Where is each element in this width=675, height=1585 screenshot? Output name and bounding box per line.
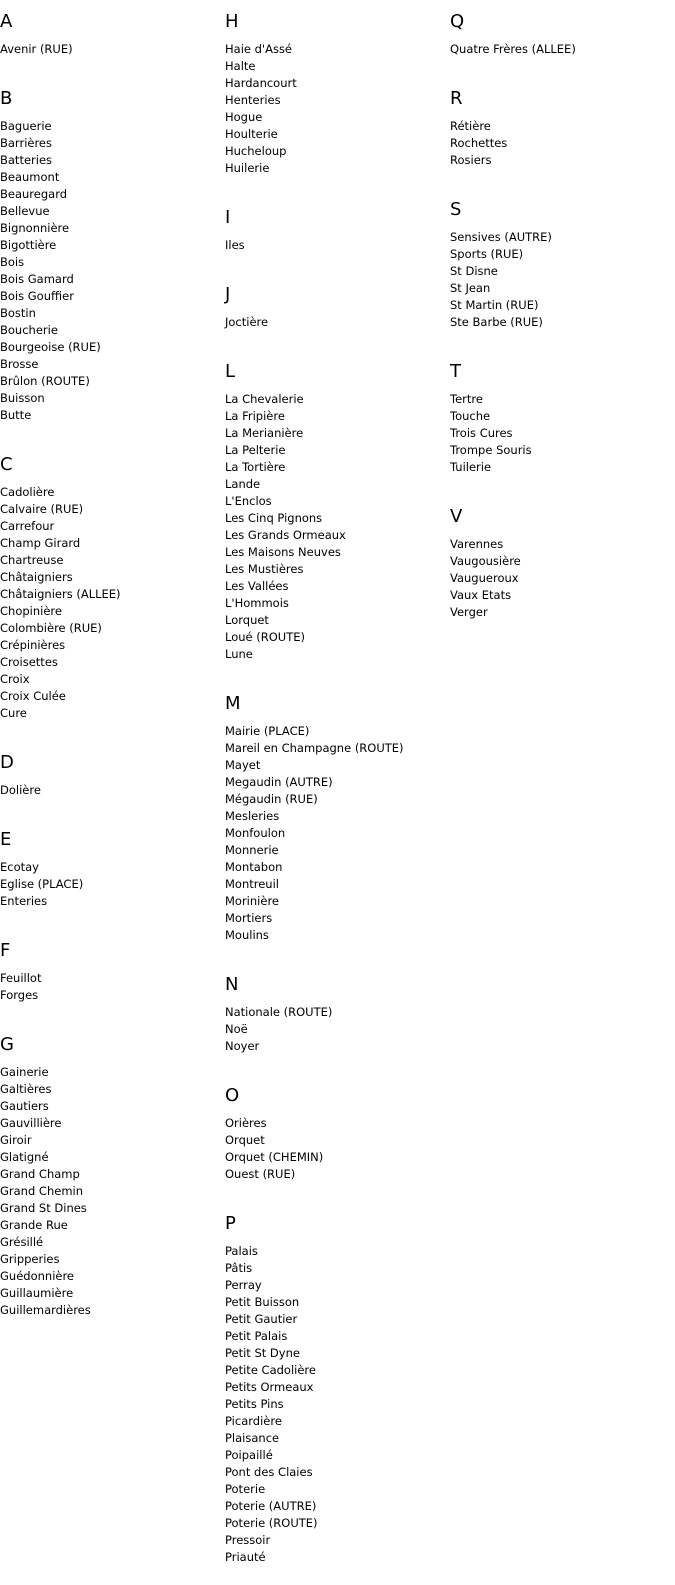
letter-heading: V xyxy=(450,506,463,527)
street-link[interactable]: Hucheloup xyxy=(225,144,287,158)
letter-section-q xyxy=(450,0,670,58)
street-link[interactable]: Les Cinq Pignons xyxy=(225,511,323,525)
street-link[interactable]: Perray xyxy=(225,1278,262,1292)
street-link[interactable]: Tuilerie xyxy=(450,460,492,474)
letter-heading: Q xyxy=(450,11,465,32)
street-link[interactable]: Houlterie xyxy=(225,127,278,141)
street-link[interactable]: Colombière (RUE) xyxy=(0,621,102,635)
street-list xyxy=(225,41,445,177)
street-link[interactable]: Rosiers xyxy=(450,153,492,167)
street-link[interactable]: Orquet xyxy=(225,1133,265,1147)
street-link[interactable]: Les Grands Ormeaux xyxy=(225,528,346,542)
letter-heading: F xyxy=(0,940,11,961)
street-link[interactable]: Butte xyxy=(0,408,32,422)
street-link[interactable]: Rochettes xyxy=(450,136,508,150)
street-link[interactable]: Gripperies xyxy=(0,1252,60,1266)
street-link[interactable]: Mégaudin (RUE) xyxy=(225,792,318,806)
street-link[interactable]: Lune xyxy=(225,647,253,661)
street-link[interactable]: Ste Barbe (RUE) xyxy=(450,315,543,329)
letter-heading: G xyxy=(0,1034,14,1055)
street-link[interactable]: Calvaire (RUE) xyxy=(0,502,84,516)
street-link[interactable]: Hogue xyxy=(225,110,263,124)
street-link[interactable]: Beaumont xyxy=(0,170,60,184)
street-link[interactable]: Brûlon (ROUTE) xyxy=(0,374,90,388)
street-link[interactable]: St Martin (RUE) xyxy=(450,298,539,312)
street-link[interactable]: Mareil en Champagne (ROUTE) xyxy=(225,741,404,755)
street-link[interactable]: Trois Cures xyxy=(450,426,513,440)
street-link[interactable]: Bois Gamard xyxy=(0,272,74,286)
street-link[interactable]: Mesleries xyxy=(225,809,280,823)
street-list xyxy=(0,1064,220,1319)
street-link[interactable]: Montabon xyxy=(225,860,283,874)
street-link[interactable]: Guillemardières xyxy=(0,1303,91,1317)
street-link[interactable]: Champ Girard xyxy=(0,536,81,550)
letter-section-p xyxy=(225,1202,445,1566)
street-link[interactable]: Megaudin (AUTRE) xyxy=(225,775,333,789)
street-link[interactable]: Palais xyxy=(225,1244,258,1258)
street-link[interactable]: Grand Champ xyxy=(0,1167,80,1181)
street-link[interactable]: Joctière xyxy=(225,315,269,329)
letter-heading: E xyxy=(0,829,12,850)
street-link[interactable]: Eglise (PLACE) xyxy=(0,877,84,891)
street-index-column-3 xyxy=(450,0,670,640)
street-link[interactable]: Buisson xyxy=(0,391,45,405)
letter-heading: H xyxy=(225,11,239,32)
street-list xyxy=(0,118,220,424)
street-link[interactable]: La Tortière xyxy=(225,460,286,474)
street-link[interactable]: Pressoir xyxy=(225,1533,271,1547)
street-list xyxy=(450,536,670,621)
street-link[interactable]: Gauvillière xyxy=(0,1116,62,1130)
street-link[interactable]: Bois Gouffier xyxy=(0,289,74,303)
street-link[interactable]: Mairie (PLACE) xyxy=(225,724,310,738)
street-link[interactable]: Croix xyxy=(0,672,30,686)
street-link[interactable]: Mayet xyxy=(225,758,261,772)
street-link[interactable]: Petit Buisson xyxy=(225,1295,300,1309)
street-link[interactable]: Orquet (CHEMIN) xyxy=(225,1150,324,1164)
letter-section-g xyxy=(0,1023,220,1319)
street-link[interactable]: Petit Palais xyxy=(225,1329,288,1343)
street-link[interactable]: Lorquet xyxy=(225,613,269,627)
street-link[interactable]: Boucherie xyxy=(0,323,58,337)
street-link[interactable]: Monfoulon xyxy=(225,826,286,840)
street-link[interactable]: Vaugousière xyxy=(450,554,521,568)
letter-section-b xyxy=(0,77,220,424)
letter-section-s xyxy=(450,188,670,331)
street-link[interactable]: Châtaigniers (ALLEE) xyxy=(0,587,121,601)
street-link[interactable]: Enteries xyxy=(0,894,48,908)
street-link[interactable]: Nationale (ROUTE) xyxy=(225,1005,333,1019)
street-link[interactable]: Ouest (RUE) xyxy=(225,1167,296,1181)
street-link[interactable]: Avenir (RUE) xyxy=(0,42,73,56)
letter-section-a xyxy=(0,0,220,58)
street-link[interactable]: Brosse xyxy=(0,357,39,371)
street-link[interactable]: Poterie (ROUTE) xyxy=(225,1516,318,1530)
letter-heading: B xyxy=(0,88,13,109)
street-link[interactable]: Forges xyxy=(0,988,39,1002)
street-link[interactable]: Cadolière xyxy=(0,485,55,499)
letter-heading: J xyxy=(225,284,231,305)
street-link[interactable]: Verger xyxy=(450,605,488,619)
street-link[interactable]: Noyer xyxy=(225,1039,260,1053)
street-link[interactable]: Sensives (AUTRE) xyxy=(450,230,552,244)
street-link[interactable]: Touche xyxy=(450,409,491,423)
street-link[interactable]: Plaisance xyxy=(225,1431,280,1445)
street-link[interactable]: Vaux Etats xyxy=(450,588,512,602)
street-link[interactable]: Guillaumière xyxy=(0,1286,74,1300)
street-link[interactable]: Lande xyxy=(225,477,261,491)
street-link[interactable]: Châtaigniers xyxy=(0,570,73,584)
street-link[interactable]: Moulins xyxy=(225,928,269,942)
street-link[interactable]: Bourgeoise (RUE) xyxy=(0,340,101,354)
street-link[interactable]: Noë xyxy=(225,1022,248,1036)
street-list xyxy=(225,314,445,331)
letter-section-m xyxy=(225,682,445,944)
street-list xyxy=(0,970,220,1004)
street-link[interactable]: Pâtis xyxy=(225,1261,253,1275)
street-link[interactable]: Orières xyxy=(225,1116,267,1130)
street-link[interactable]: Petits Ormeaux xyxy=(225,1380,314,1394)
street-link[interactable]: Glatigné xyxy=(0,1150,49,1164)
letter-section-r xyxy=(450,77,670,169)
street-list xyxy=(0,859,220,910)
letter-heading: T xyxy=(450,361,461,382)
street-link[interactable]: Grande Rue xyxy=(0,1218,68,1232)
street-link[interactable]: Giroir xyxy=(0,1133,32,1147)
street-link[interactable]: Galtières xyxy=(0,1082,52,1096)
street-link[interactable]: Bigottière xyxy=(0,238,57,252)
street-link[interactable]: Bellevue xyxy=(0,204,50,218)
street-link[interactable]: Priauté xyxy=(225,1550,266,1564)
street-link[interactable]: Haie d'Assé xyxy=(225,42,293,56)
letter-heading: C xyxy=(0,454,13,475)
street-link[interactable]: Bignonnière xyxy=(0,221,70,235)
street-link[interactable]: Croisettes xyxy=(0,655,58,669)
street-link[interactable]: Morinière xyxy=(225,894,279,908)
street-link[interactable]: Monnerie xyxy=(225,843,279,857)
street-link[interactable]: Gainerie xyxy=(0,1065,49,1079)
street-list xyxy=(225,391,445,663)
street-link[interactable]: Petit St Dyne xyxy=(225,1346,300,1360)
street-list xyxy=(225,1115,445,1183)
street-link[interactable]: Henteries xyxy=(225,93,281,107)
letter-section-t xyxy=(450,350,670,476)
street-link[interactable]: Montreuil xyxy=(225,877,279,891)
street-link[interactable]: Barrières xyxy=(0,136,53,150)
street-list xyxy=(0,41,220,58)
street-link[interactable]: Feuillot xyxy=(0,971,42,985)
street-link[interactable]: La Chevalerie xyxy=(225,392,304,406)
street-link[interactable]: Trompe Souris xyxy=(450,443,532,457)
street-link[interactable]: Petits Pins xyxy=(225,1397,284,1411)
street-link[interactable]: Chopinière xyxy=(0,604,62,618)
street-link[interactable]: Les Mustières xyxy=(225,562,304,576)
street-link[interactable]: Huilerie xyxy=(225,161,270,175)
letter-heading: N xyxy=(225,974,239,995)
street-link[interactable]: Quatre Frères (ALLEE) xyxy=(450,42,576,56)
street-link[interactable]: La Pelterie xyxy=(225,443,286,457)
street-list xyxy=(225,1243,445,1566)
letter-section-d xyxy=(0,741,220,799)
street-list xyxy=(0,484,220,722)
street-link[interactable]: Grésillé xyxy=(0,1235,44,1249)
letter-heading: A xyxy=(0,11,13,32)
street-link[interactable]: La Merianière xyxy=(225,426,304,440)
letter-section-l xyxy=(225,350,445,663)
letter-section-v xyxy=(450,495,670,621)
street-link[interactable]: Grand St Dines xyxy=(0,1201,87,1215)
street-link[interactable]: St Disne xyxy=(450,264,498,278)
street-list xyxy=(450,229,670,331)
street-link[interactable]: Croix Culée xyxy=(0,689,66,703)
street-link[interactable]: Picardière xyxy=(225,1414,282,1428)
street-link[interactable]: Batteries xyxy=(0,153,53,167)
street-link[interactable]: Les Vallées xyxy=(225,579,289,593)
street-link[interactable]: Cure xyxy=(0,706,27,720)
street-link[interactable]: Hardancourt xyxy=(225,76,297,90)
street-link[interactable]: Bois xyxy=(0,255,25,269)
street-list xyxy=(450,41,670,58)
street-link[interactable]: Sports (RUE) xyxy=(450,247,524,261)
letter-section-i xyxy=(225,196,445,254)
street-link[interactable]: Dolière xyxy=(0,783,41,797)
street-link[interactable]: Les Maisons Neuves xyxy=(225,545,341,559)
street-link[interactable]: Tertre xyxy=(450,392,483,406)
street-list xyxy=(225,723,445,944)
street-link[interactable]: Petite Cadolière xyxy=(225,1363,316,1377)
street-link[interactable]: Chartreuse xyxy=(0,553,64,567)
letter-heading: O xyxy=(225,1085,240,1106)
letter-section-h xyxy=(225,0,445,177)
street-list xyxy=(225,237,445,254)
letter-section-j xyxy=(225,273,445,331)
street-link[interactable]: Iles xyxy=(225,238,245,252)
street-link[interactable]: Mortiers xyxy=(225,911,273,925)
street-link[interactable]: Halte xyxy=(225,59,256,73)
street-index-column-2 xyxy=(225,0,445,1585)
street-link[interactable]: Pont des Claies xyxy=(225,1465,313,1479)
letter-heading: D xyxy=(0,752,14,773)
letter-section-c xyxy=(0,443,220,722)
street-link[interactable]: Bostin xyxy=(0,306,36,320)
letter-section-o xyxy=(225,1074,445,1183)
letter-heading: S xyxy=(450,199,462,220)
street-link[interactable]: Poterie (AUTRE) xyxy=(225,1499,317,1513)
street-link[interactable]: Varennes xyxy=(450,537,504,551)
street-link[interactable]: Ecotay xyxy=(0,860,39,874)
street-link[interactable]: Gautiers xyxy=(0,1099,49,1113)
street-link[interactable]: Grand Chemin xyxy=(0,1184,84,1198)
street-link[interactable]: Loué (ROUTE) xyxy=(225,630,305,644)
letter-section-f xyxy=(0,929,220,1004)
street-link[interactable]: L'Hommois xyxy=(225,596,289,610)
street-list xyxy=(450,391,670,476)
street-index-column-1 xyxy=(0,0,220,1338)
letter-heading: L xyxy=(225,361,236,382)
street-link[interactable]: St Jean xyxy=(450,281,491,295)
letter-heading: M xyxy=(225,693,241,714)
street-link[interactable]: Carrefour xyxy=(0,519,55,533)
street-link[interactable]: Poipaillé xyxy=(225,1448,273,1462)
street-link[interactable]: Petit Gautier xyxy=(225,1312,298,1326)
street-link[interactable]: Rétière xyxy=(450,119,491,133)
letter-heading: P xyxy=(225,1213,236,1234)
street-link[interactable]: Guédonnière xyxy=(0,1269,75,1283)
street-list xyxy=(450,118,670,169)
letter-heading: I xyxy=(225,207,231,228)
street-link[interactable]: Crépinières xyxy=(0,638,66,652)
street-link[interactable]: La Fripière xyxy=(225,409,285,423)
street-link[interactable]: Beauregard xyxy=(0,187,68,201)
street-link[interactable]: L'Enclos xyxy=(225,494,272,508)
street-list xyxy=(0,782,220,799)
letter-section-e xyxy=(0,818,220,910)
letter-section-n xyxy=(225,963,445,1055)
street-link[interactable]: Vaugueroux xyxy=(450,571,519,585)
street-link[interactable]: Poterie xyxy=(225,1482,266,1496)
street-list xyxy=(225,1004,445,1055)
street-link[interactable]: Baguerie xyxy=(0,119,52,133)
letter-heading: R xyxy=(450,88,463,109)
